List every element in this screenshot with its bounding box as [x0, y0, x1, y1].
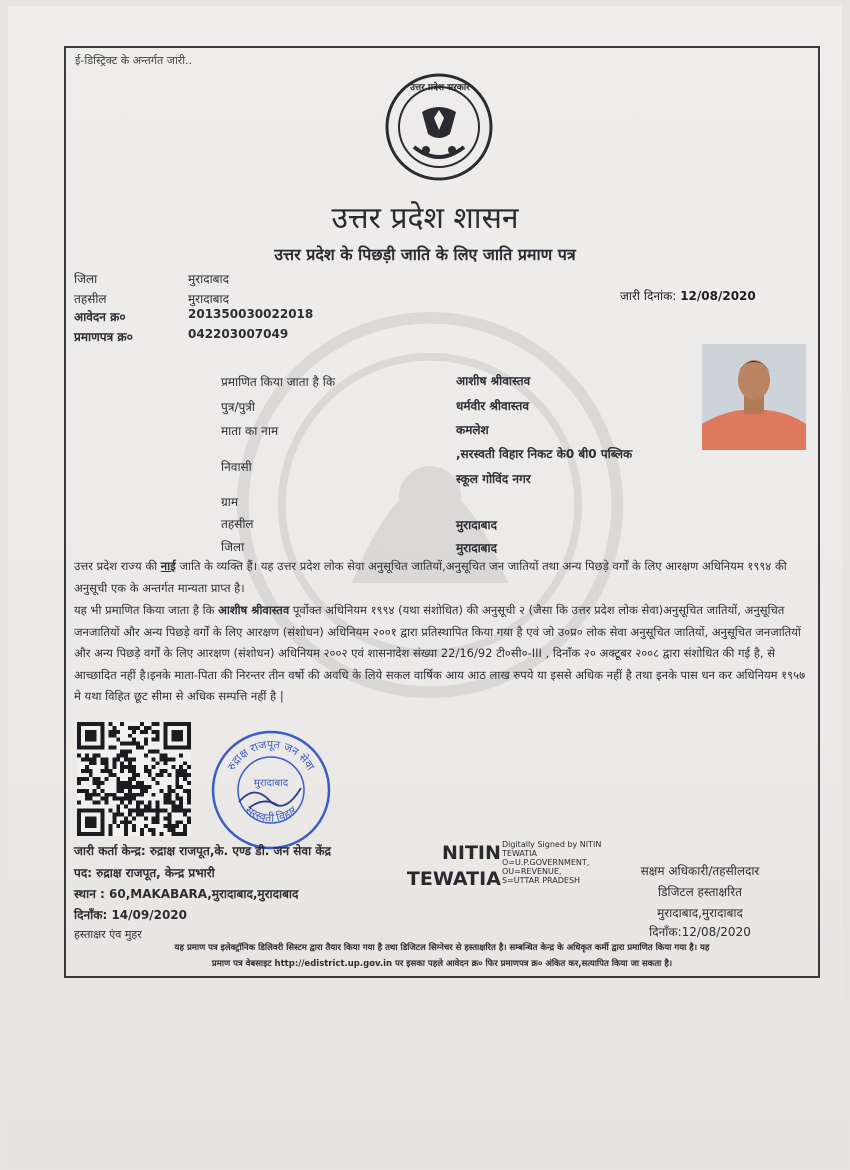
residence-line-2: स्कूल गोविंद नगर [456, 472, 531, 486]
detail-tehsil-label: तहसील [221, 517, 254, 531]
stamp-top-text: रुद्राक्ष राजपूत जन सेवा [224, 737, 318, 773]
authority-title: सक्षम अधिकारी/तहसीलदार [640, 864, 760, 878]
father-name: धर्मवीर श्रीवास्तव [456, 399, 529, 413]
seal-stamp [209, 728, 333, 852]
residence-line-1: ,सरस्वती विहार निकट के0 बी0 पब्लिक [456, 447, 633, 461]
page-subtitle: उत्तर प्रदेश के पिछड़ी जाति के लिए जाति प्रमाण पत्र [274, 245, 576, 264]
detail-tehsil-value: मुरादाबाद [456, 518, 498, 532]
issue-date-label: जारी दिनांक: [620, 289, 677, 303]
para2-end: पूर्वोक्त अधिनियम १९९४ (यथा संशोधित) की अनुसूची २ (जैसा कि उत्तर प्रदेश लोक सेवा)अनुसूचित जातियों, अनुसूचित जनजातियों और अन्य पिछड़े वर्गों के लिए आरक्षण (संशोधन) अधिनियम २००१ द्वारा प्रतिस्थापित किया गया है एवं जो उ०प्र० लोक सेवा अनुसूचित जातियों, अनुसूचित जनजातियों और अन्य पिछड़े वर्गों के लिए आरक्षण (संशोधन) अधिनियम २००२ एवं शासनादेश संख्या 22/16/92 टी०सी०-III , दिनाँक २० अक्टूबर २००८ द्वारा संशोधित की गई है, से आच्छादित नहीं है।इनके माता-पिता की निरन्तर तीन वर्षो की अवधि के लिये सकल वार्षिक आय आठ लाख रुपये या इससे अधिक नहीं है तथा इनके पास धन कर अधिनियम १९५७ मे यथा विहित छूट सीमा से अधिक सम्पत्ति नहीं है | [74, 603, 806, 703]
issuer-post: पद: रुद्राक्ष राजपूत, केन्द्र प्रभारी [74, 866, 215, 880]
caste-name: नाई [160, 559, 176, 573]
signer-first-name: NITIN [442, 842, 501, 864]
emblem-text: उत्तर प्रदेश सरकार [410, 83, 470, 93]
para1-start: उत्तर प्रदेश राज्य की [74, 559, 161, 573]
certificate-number: 042203007049 [188, 327, 289, 341]
issue-date [620, 287, 756, 304]
para2-start: यह भी प्रमाणित किया जाता है कि [74, 603, 219, 617]
authority-digital: डिजिटल हस्ताक्षरित [658, 885, 742, 899]
qr-code [77, 722, 191, 836]
stamp-bottom-text: सरस्वती विहार [242, 803, 300, 825]
district-value: मुरादाबाद [188, 272, 230, 286]
signature-details: Digitally Signed by NITIN TEWATIA O=U.P.GOVERNMENT, OU=REVENUE, S=UTTAR PRADESH [502, 840, 602, 885]
certification-paragraph [74, 600, 810, 708]
caste-paragraph [74, 556, 810, 599]
district-label: जिला [74, 272, 98, 286]
application-label: आवेदन क्र० [74, 310, 126, 324]
certify-label: प्रमाणित किया जाता है कि [221, 375, 336, 389]
tehsil-value: मुरादाबाद [188, 292, 230, 306]
applicant-photo [702, 344, 806, 450]
issuer-sign-label: हस्ताक्षर एंव मुहर [74, 928, 142, 941]
village-label: ग्राम [221, 495, 239, 509]
signer-last-name: TEWATIA [406, 868, 501, 890]
issuing-center: जारी कर्ता केन्द्र: रुद्राक्ष राजपूत,के. एण्ड डी. जन सेवा केंद्र [74, 844, 331, 858]
mother-name: कमलेश [456, 423, 489, 437]
tehsil-label: तहसील [74, 292, 107, 306]
authority-place: मुरादाबाद,मुरादाबाद [657, 906, 743, 920]
father-label: पुत्र/पुत्री [221, 400, 256, 414]
mother-label: माता का नाम [221, 424, 279, 438]
residence-label: निवासी [221, 460, 252, 474]
applicant-name: आशीष श्रीवास्तव [456, 374, 531, 388]
footer-note-2: प्रमाण पत्र वेबसाइट http://edistrict.up.gov.in पर इसका पहले आवेदन क्र० फिर प्रमाणपत्र क्र० अंकित कर,सत्यापित किया जा सकता है। [211, 959, 673, 969]
issuer-date: दिनाँक: 14/09/2020 [74, 908, 188, 922]
para1-end: जाति के व्यक्ति हैं। यह उत्तर प्रदेश लोक सेवा अनुसूचित जातियों,अनुसूचित जन जातियों तथा अन्य पिछड़े वर्गों के लिए आरक्षण अधिनियम १९९४ की अनुसूची एक के अन्तर्गत मान्यता प्राप्त है। [74, 559, 787, 595]
page-title: उत्तर प्रदेश शासन [331, 201, 519, 236]
issuer-place: स्थान : 60,MAKABARA,मुरादाबाद,मुरादाबाद [74, 887, 299, 901]
stamp-center-text: मुरादाबाद [253, 778, 289, 789]
top-note: ई-डिस्ट्रिक्ट के अन्तर्गत जारी.. [75, 54, 193, 67]
issue-date-value: 12/08/2020 [680, 289, 756, 303]
footer-note-1: यह प्रमाण पत्र इलेक्ट्रॉनिक डिलिवरी सिस्टम द्वारा तैयार किया गया है तथा डिजिटल सिग्नेचर से हस्ताक्षरित है। सम्बन्धित केन्द्र के अधिकृत कर्मी द्वारा प्रमाणित किया गया है। यह [174, 943, 710, 953]
application-number: 201350030022018 [188, 307, 314, 321]
certificate-label: प्रमाणपत्र क्र० [74, 330, 133, 344]
authority-date: दिनाँक:12/08/2020 [649, 925, 751, 939]
detail-district-value: मुरादाबाद [456, 541, 498, 555]
detail-district-label: जिला [221, 540, 245, 554]
para2-applicant-name: आशीष श्रीवास्तव [218, 603, 290, 617]
digital-signer [398, 840, 501, 892]
